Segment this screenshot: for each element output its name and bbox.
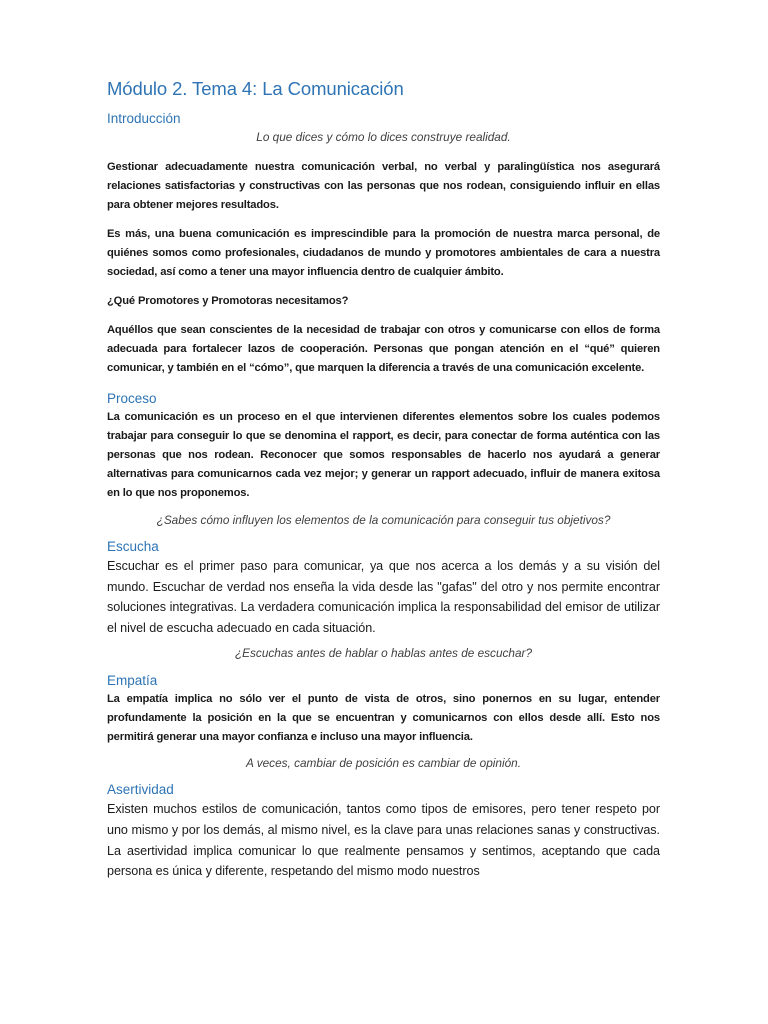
section-proceso [107,391,660,527]
quote-escucha: ¿Escuchas antes de hablar o hablas antes de escuchar? [234,646,533,661]
paragraph-escucha: Escuchar es el primer paso para comunicar, ya que nos acerca a los demás y a su visión del mundo. Escuchar de verdad nos enseña la vida desde las "gafas" del otro y nos permite encontrar soluciones integrativas. La verdadera comunicación implica la responsabilidad del emisor de utilizar el nivel de escucha adecuado en cada situación. [107,559,660,635]
section-asertividad [107,782,660,881]
section-escucha [107,539,660,660]
quote-empatia: A veces, cambiar de posición es cambiar de opinión. [246,756,521,771]
question-promotores: ¿Qué Promotores y Promotoras necesitamos? [107,295,349,307]
paragraph-intro-3 [107,321,660,378]
section-empatia [107,673,660,770]
heading-escucha: Escucha [107,539,159,554]
heading-proceso: Proceso [107,391,157,406]
emphasis-que: “qué” [584,343,615,355]
paragraph-asertividad: Existen muchos estilos de comunicación, tantos como tipos de emisores, pero tener respeto por uno mismo y por los demás, al mismo nivel, es la clave para unas relaciones sanas y constructivas. La asertividad implica comunicar lo que realmente pensamos y sentimos, aceptando que cada persona es única y diferente, respetando del mismo modo nuestros [107,802,660,879]
paragraph-intro-3-a: Aquéllos que sean conscientes de la necesidad de trabajar con otros y comunicarse con ellos de forma adecuada para fortalecer lazos de cooperación. Personas que pongan atención en el [107,324,660,355]
paragraph-intro-2: Es más, una buena comunicación es imprescindible para la promoción de nuestra marca personal, de quiénes somos como profesionales, ciudadanos de mundo y promotores ambientales de cara a nuestra sociedad, así como a tener una mayor influencia dentro de cualquier ámbito. [107,228,660,278]
quote-proceso: ¿Sabes cómo influyen los elementos de la comunicación para conseguir tus objetivos? [156,513,611,527]
paragraph-intro-3-b: quieren comunicar, y también en el [107,343,660,374]
quote-introduccion: Lo que dices y cómo lo dices construye realidad. [256,130,511,144]
heading-empatia: Empatía [107,673,158,689]
emphasis-como: “cómo” [249,362,290,374]
paragraph-proceso: La comunicación es un proceso en el que intervienen diferentes elementos sobre los cuales podemos trabajar para conseguir lo que se denomina el rapport, es decir, para conectar de forma auténtica con las personas que nos rodean. Reconocer que somos responsables de hacerlo nos ayudará a generar alternativas para comunicarnos cada vez mejor; y generar un rapport adecuado, influir de manera exitosa en lo que nos proponemos. [107,411,660,499]
heading-asertividad: Asertividad [107,782,174,798]
heading-introduccion: Introducción [107,111,181,126]
page-title: Módulo 2. Tema 4: La Comunicación [107,78,404,99]
paragraph-intro-3-c: , que marquen la diferencia a través de una comunicación excelente. [289,362,645,374]
section-introduccion [107,111,660,378]
paragraph-intro-1: Gestionar adecuadamente nuestra comunicación verbal, no verbal y paralingüística nos asegurará relaciones satisfactorias y constructivas con las personas que nos rodean, consiguiendo influir en ellas para obtener mejores resultados. [107,161,660,211]
paragraph-empatia: La empatía implica no sólo ver el punto de vista de otros, sino ponernos en su lugar, entender profundamente la posición en la que se encuentran y comunicarnos con ellos desde allí. Esto nos permitirá generar una mayor confianza e incluso una mayor influencia. [107,693,660,744]
